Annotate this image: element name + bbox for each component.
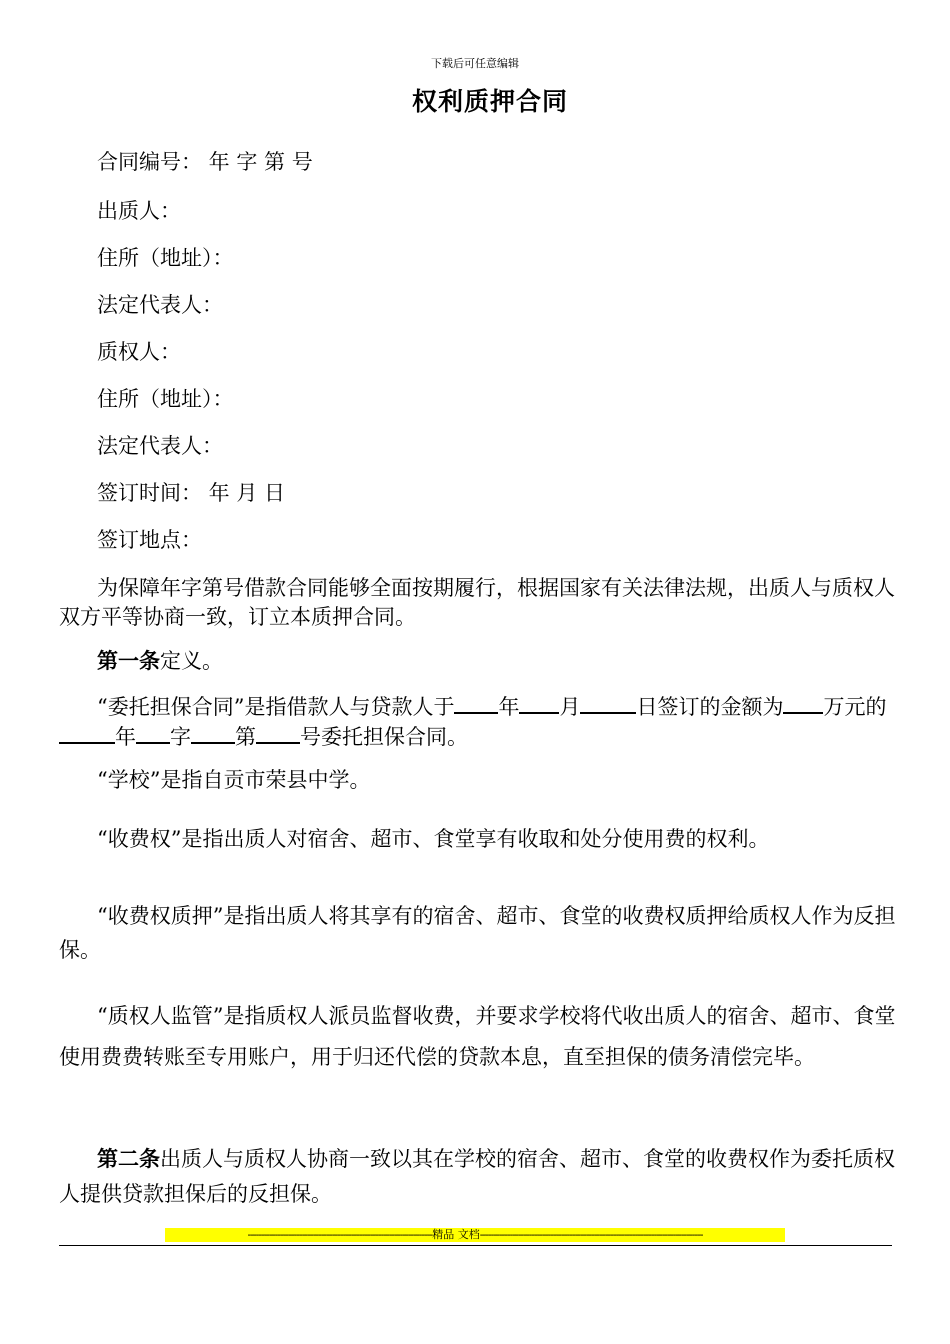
entrust-text-8: 第	[235, 725, 256, 749]
entrust-text-2: 年	[498, 695, 520, 719]
contract-number-field: 合同编号： 年 字 第 号	[97, 150, 313, 174]
pledgor-representative-field: 法定代表人：	[97, 293, 223, 317]
entrust-text-1: “委托担保合同”是指借款人与贷款人于	[97, 695, 455, 719]
blank-amount	[783, 692, 823, 714]
blank-month	[519, 692, 559, 714]
pledgee-field: 质权人：	[97, 340, 181, 364]
footer-dashes-right: ----------------------------------------------------------------------------------	[479, 1228, 703, 1241]
entrust-text-3: 月	[559, 695, 581, 719]
definition-pledgee-supervision: “质权人监管”是指质权人派员监督收费，并要求学校将代收出质人的宿舍、超市、食堂使用费费转账至专用账户，用于归还代偿的贷款本息，直至担保的债务清偿完毕。	[59, 1004, 896, 1069]
pledgee-address-field: 住所（地址）：	[97, 387, 234, 411]
definition-entrust-contract	[59, 692, 909, 752]
blank-year	[454, 692, 498, 714]
blank-character	[136, 722, 170, 744]
entrust-text-7: 字	[170, 725, 191, 749]
blank-number	[256, 722, 300, 744]
document-title: 权利质押合同	[411, 87, 568, 116]
article-2-text: 出质人与质权人协商一致以其在学校的宿舍、超市、食堂的收费权作为委托质权人提供贷款担保后的反担保。	[59, 1147, 895, 1206]
definition-school: “学校”是指自贡市荣县中学。	[97, 768, 371, 792]
article-1-heading: 第一条	[97, 648, 160, 673]
footer-banner	[165, 1228, 785, 1242]
footer-note-text: 精品 文档	[432, 1228, 480, 1241]
signing-place-field: 签订地点：	[97, 528, 202, 552]
entrust-text-9: 号委托担保合同。	[300, 725, 468, 749]
entrust-text-4: 日签订的金额为	[636, 695, 784, 719]
header-note: 下载后可任意编辑	[431, 57, 519, 70]
article-1-paragraph	[59, 647, 909, 675]
footer-rule	[59, 1245, 892, 1246]
signing-time-field: 签订时间： 年 月 日	[97, 481, 286, 505]
article-2-paragraph	[59, 1141, 909, 1212]
pledgee-representative-field: 法定代表人：	[97, 434, 223, 458]
pledgor-field: 出质人：	[97, 199, 181, 223]
entrust-text-5: 万元的	[823, 695, 887, 719]
blank-sequence	[191, 722, 235, 744]
blank-day	[580, 692, 636, 714]
blank-contract-year	[59, 722, 115, 744]
entrust-text-6: 年	[115, 725, 136, 749]
preamble-paragraph: 为保障年字第号借款合同能够全面按期履行，根据国家有关法律法规，出质人与质权人双方平等协商一致，订立本质押合同。	[59, 576, 895, 629]
footer-dashes-left: --------------------------------------------------------------------	[247, 1228, 433, 1241]
article-2-heading: 第二条	[97, 1146, 160, 1171]
definition-fee-pledge: “收费权质押”是指出质人将其享有的宿舍、超市、食堂的收费权质押给质权人作为反担保。	[59, 904, 896, 962]
definition-fee-right: “收费权”是指出质人对宿舍、超市、食堂享有收取和处分使用费的权利。	[97, 827, 770, 851]
pledgor-address-field: 住所（地址）：	[97, 246, 234, 270]
article-1-text: 定义。	[160, 649, 223, 673]
